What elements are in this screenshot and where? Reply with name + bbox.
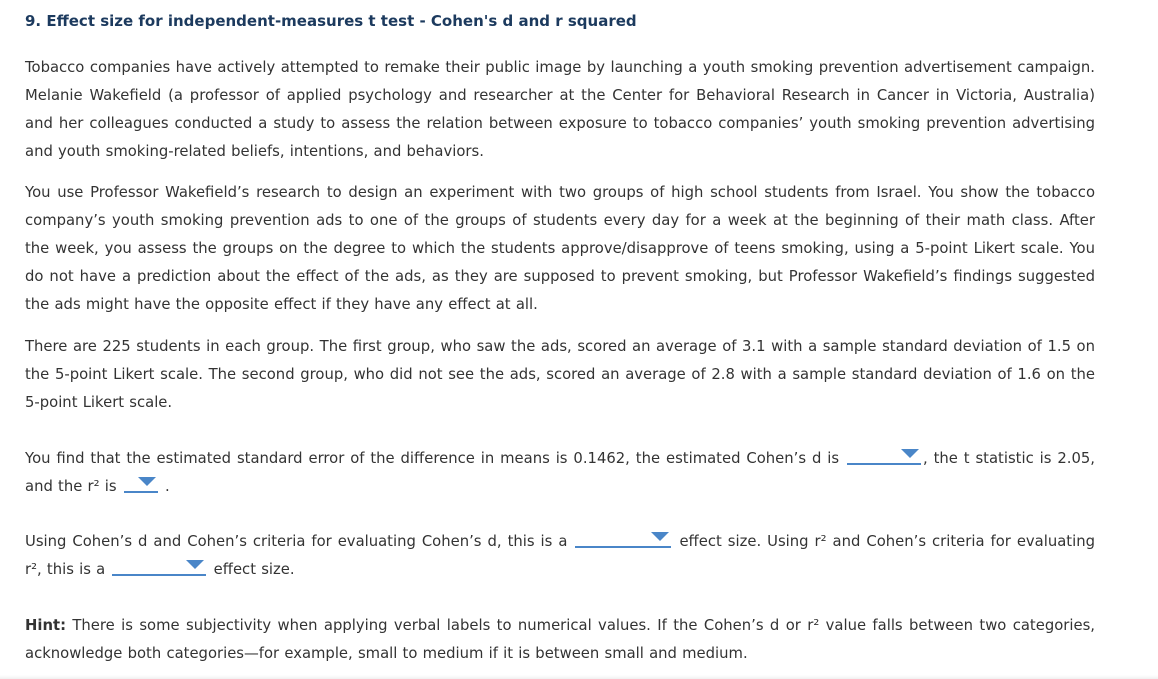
d-effect-size-dropdown[interactable] [575, 528, 671, 548]
effect-text-1: Using Cohen’s d and Cohen’s criteria for evaluating Cohen’s d, this is a [25, 533, 568, 550]
data-paragraph: There are 225 students in each group. The first group, who saw the ads, scored an average of 3.1 with a sample standard deviation of 1.5 on the 5-point Likert scale. The second group, who did not see the ads, scored an average of 2.8 with a sample standard deviation of 1.6 on the 5-point Likert scale. [25, 338, 1095, 411]
intro-paragraph: Tobacco companies have actively attempted to remake their public image by launching a youth smoking prevention advertisement campaign. Melanie Wakefield (a professor of applied psychology and researcher at the Center for Behavioral Research in Cancer in Victoria, Australia) and her colleagues conducted a study to assess the relation between exposure to tobacco companies’ youth smoking prevention advertising and youth smoking-related beliefs, intentions, and behaviors. [25, 59, 1095, 160]
cohens-d-dropdown[interactable] [847, 445, 921, 465]
chevron-down-icon [186, 560, 204, 569]
chevron-down-icon [901, 449, 919, 458]
hint-label: Hint: [25, 617, 66, 634]
result-text-2: , the t statistic is 2.05, and the r² is [25, 450, 1095, 495]
result-text-3: . [165, 478, 170, 495]
r2-effect-size-dropdown[interactable] [112, 556, 206, 576]
effect-text-3: effect size. [213, 561, 295, 578]
bottom-shadow [0, 675, 1158, 679]
effect-text-2: effect size. Using r² and Cohen’s criteria for evaluating r², this is a [25, 533, 1095, 578]
result-paragraph [25, 445, 1095, 501]
r-squared-dropdown[interactable] [124, 473, 158, 493]
result-text-1: You find that the estimated standard error of the difference in means is 0.1462, the estimated Cohen’s d is [25, 450, 840, 467]
effect-size-paragraph [25, 528, 1095, 584]
chevron-down-icon [138, 477, 156, 486]
hint-text: There is some subjectivity when applying verbal labels to numerical values. If the Cohen’s d or r² value falls between two categories, acknowledge both categories—for example, small to medium if it is between small and medium. [25, 617, 1095, 662]
question-title: 9. Effect size for independent-measures t test - Cohen's d and r squared [25, 12, 637, 30]
experiment-paragraph: You use Professor Wakefield’s research to design an experiment with two groups of high school students from Israel. You show the tobacco company’s youth smoking prevention ads to one of the groups of students every day for a week at the beginning of their math class. After the week, you assess the groups on the degree to which the students approve/disapprove of teens smoking, using a 5-point Likert scale. You do not have a prediction about the effect of the ads, as they are supposed to prevent smoking, but Professor Wakefield’s findings suggested the ads might have the opposite effect if they have any effect at all. [25, 184, 1095, 313]
chevron-down-icon [651, 532, 669, 541]
hint-paragraph [25, 612, 1095, 668]
